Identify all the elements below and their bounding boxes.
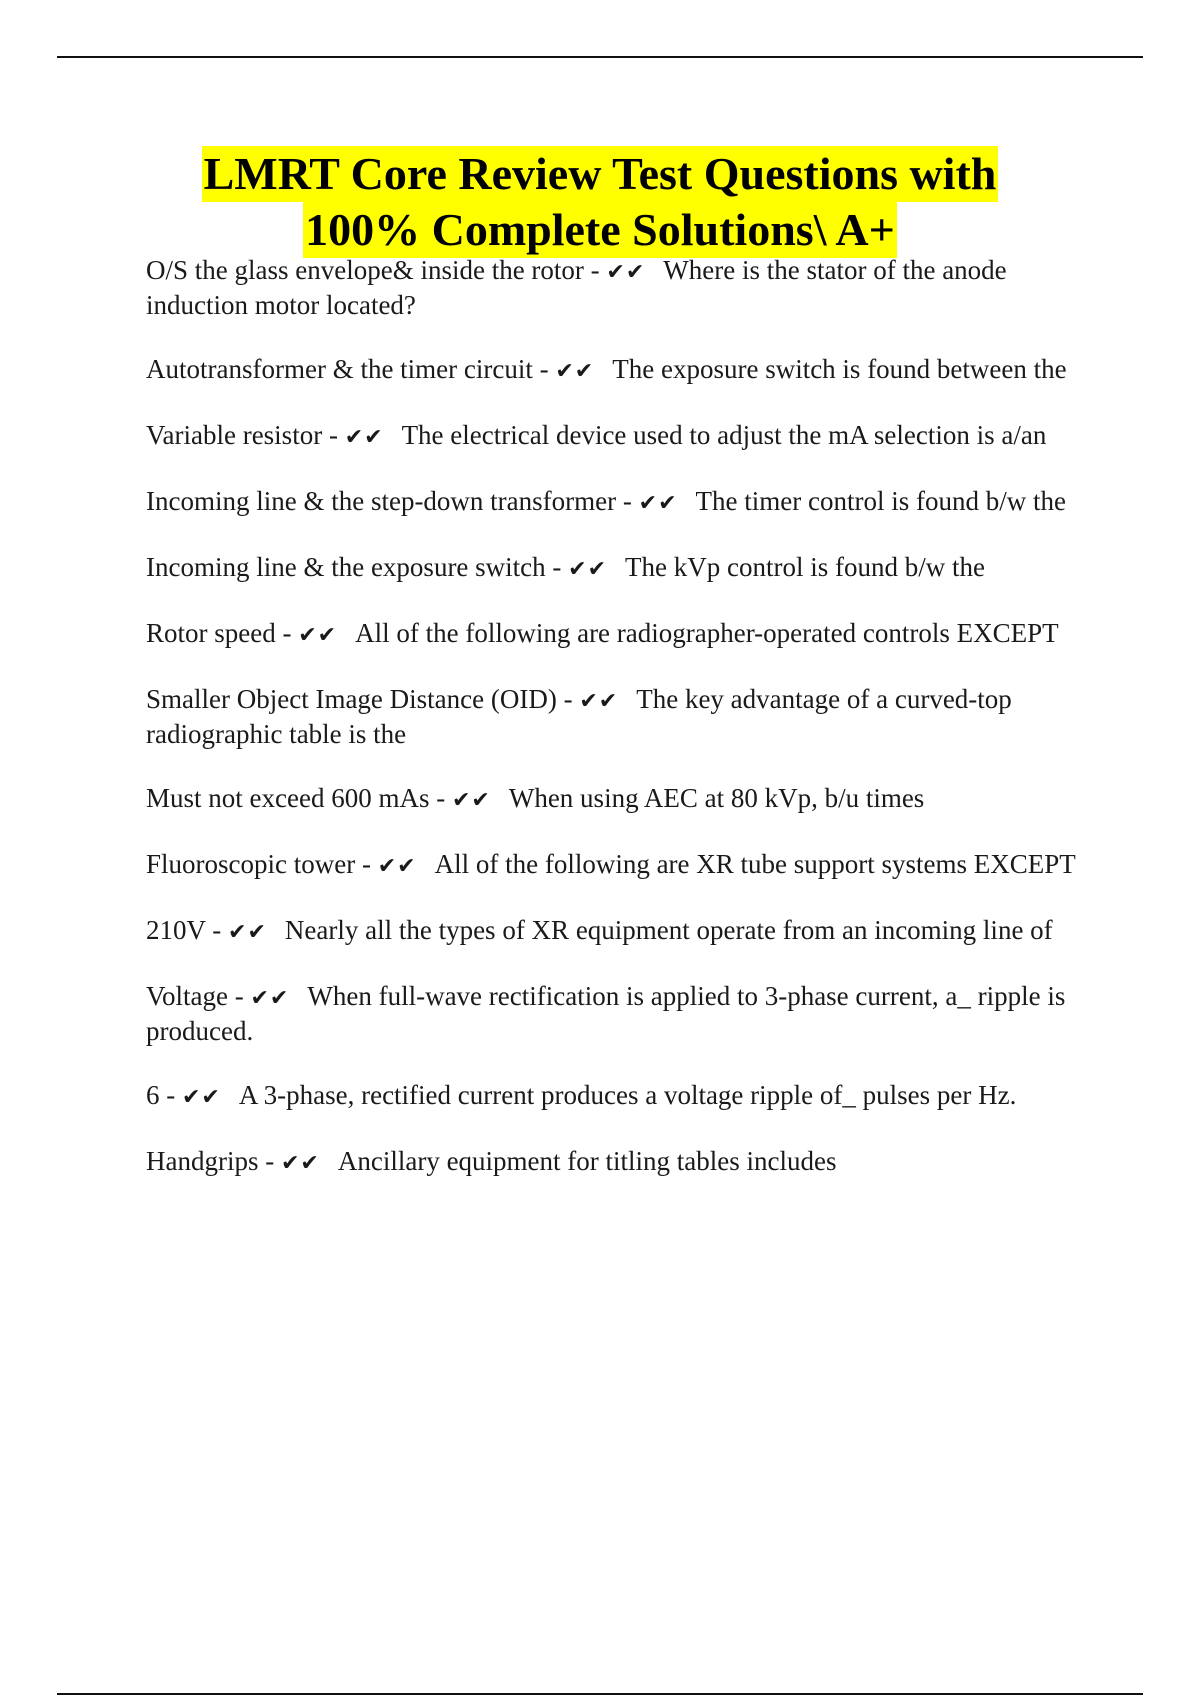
qa-item (146, 914, 1086, 949)
qa-item (146, 419, 1086, 454)
qa-item (146, 551, 1086, 586)
double-check-icon: ✔✔ (280, 1151, 320, 1176)
separator: - (322, 420, 345, 450)
qa-item (146, 1079, 1086, 1114)
question-text: Nearly all the types of XR equipment operate from an incoming line of (284, 915, 1053, 945)
separator: - (545, 552, 569, 582)
qa-item (146, 1145, 1086, 1180)
double-check-icon: ✔✔ (298, 623, 338, 648)
answer-text: Fluoroscopic tower (146, 849, 356, 879)
double-check-icon: ✔✔ (228, 920, 267, 945)
answer-text: Variable resistor (146, 420, 323, 450)
title-line-1: LMRT Core Review Test Questions with (202, 146, 999, 202)
qa-item (146, 353, 1086, 388)
document-title (0, 146, 1200, 258)
double-check-icon: ✔✔ (377, 854, 417, 879)
qa-item (146, 782, 1086, 817)
separator: - (429, 783, 452, 813)
question-text: All of the following are radiographer-operated controls EXCEPT (355, 618, 1059, 648)
separator: - (205, 915, 229, 945)
title-line-2: 100% Complete Solutions\ A+ (303, 202, 897, 258)
question-text: The timer control is found b/w the (695, 486, 1066, 516)
bottom-rule (57, 1693, 1143, 1695)
separator: - (355, 849, 378, 879)
answer-text: Handgrips (146, 1146, 259, 1176)
answer-text: O/S the glass envelope& inside the rotor (146, 255, 584, 285)
answer-text: Smaller Object Image Distance (OID) (146, 684, 557, 714)
qa-item (146, 254, 1086, 322)
double-check-icon: ✔✔ (344, 425, 384, 450)
separator: - (583, 255, 607, 285)
answer-text: Incoming line & the step-down transformer (146, 486, 617, 516)
question-text: A 3-phase, rectified current produces a voltage ripple of_ pulses per Hz. (238, 1080, 1017, 1110)
question-text: The kVp control is found b/w the (625, 552, 985, 582)
top-rule (57, 56, 1143, 58)
double-check-icon: ✔✔ (606, 260, 646, 285)
qa-item (146, 617, 1086, 652)
double-check-icon: ✔✔ (182, 1085, 221, 1110)
qa-item (146, 683, 1086, 751)
separator: - (556, 684, 580, 714)
answer-text: 6 (146, 1080, 160, 1110)
qa-item (146, 848, 1086, 883)
separator: - (275, 618, 299, 648)
double-check-icon: ✔✔ (638, 491, 678, 516)
separator: - (258, 1146, 281, 1176)
separator: - (532, 354, 556, 384)
question-text: When full-wave rectification is applied to 3-phase current, a_ ripple is produced. (146, 981, 1066, 1046)
qa-item (146, 980, 1086, 1048)
question-text: The key advantage of a curved-top radiographic table is the (146, 684, 1012, 749)
answer-text: Autotransformer & the timer circuit (146, 354, 533, 384)
answer-text: 210V (146, 915, 206, 945)
separator: - (228, 981, 251, 1011)
question-text: The electrical device used to adjust the mA selection is a/an (401, 420, 1047, 450)
answer-text: Rotor speed (146, 618, 276, 648)
answer-text: Incoming line & the exposure switch (146, 552, 546, 582)
answer-text: Must not exceed 600 mAs (146, 783, 430, 813)
question-text: Where is the stator of the anode induction motor located? (146, 255, 1007, 320)
question-text: All of the following are XR tube support systems EXCEPT (434, 849, 1076, 879)
qa-item (146, 485, 1086, 520)
double-check-icon: ✔✔ (579, 689, 619, 714)
qa-list (146, 254, 1086, 1211)
double-check-icon: ✔✔ (555, 359, 595, 384)
question-text: The exposure switch is found between the (612, 354, 1067, 384)
question-text: Ancillary equipment for titling tables includes (337, 1146, 837, 1176)
double-check-icon: ✔✔ (250, 986, 290, 1011)
answer-text: Voltage (146, 981, 228, 1011)
separator: - (159, 1080, 182, 1110)
separator: - (616, 486, 639, 516)
double-check-icon: ✔✔ (568, 557, 608, 582)
double-check-icon: ✔✔ (451, 788, 491, 813)
question-text: When using AEC at 80 kVp, b/u times (508, 783, 925, 813)
